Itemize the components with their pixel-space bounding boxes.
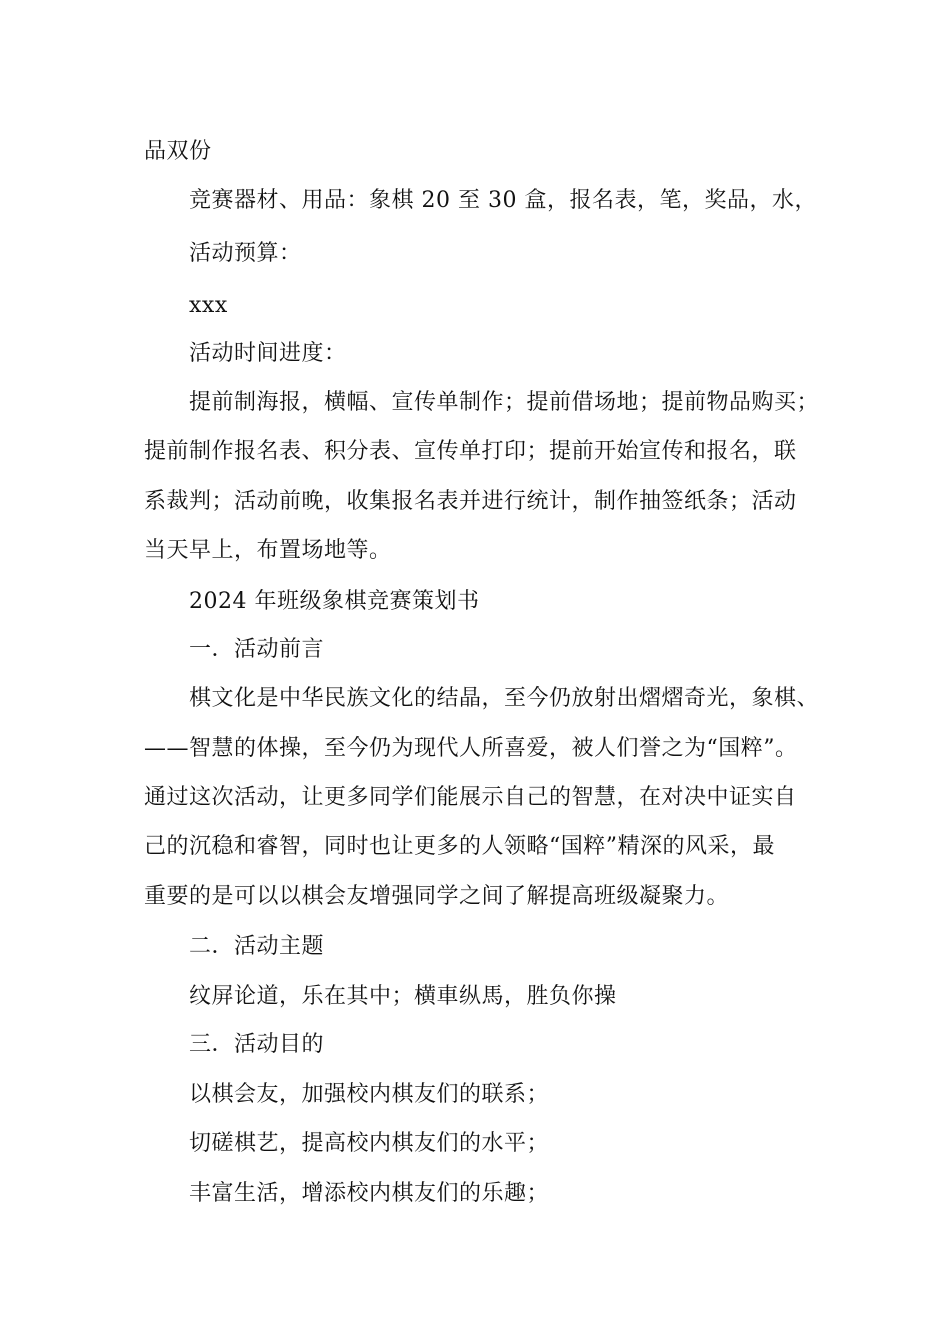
text-line: 当天早上，布置场地等。 (144, 538, 392, 563)
section-heading: 三．活动目的 (189, 1032, 325, 1057)
list-item: 丰富生活，增添校内棋友们的乐趣； (189, 1181, 550, 1206)
text-line: 通过这次活动，让更多同学们能展示自己的智慧，在对决中证实自 (144, 785, 797, 810)
text-line: 活动预算： (189, 241, 302, 266)
text-line: 重要的是可以以棋会友增强同学之间了解提高班级凝聚力。 (144, 884, 730, 909)
text-line: ——智慧的体操，至今仍为现代人所喜爱，被人们誉之为“国粹”。 (144, 736, 798, 761)
list-item: 以棋会友，加强校内棋友们的联系； (189, 1082, 550, 1107)
section-heading: 二．活动主题 (189, 934, 325, 959)
text-line: 提前制海报，横幅、宣传单制作；提前借场地；提前物品购买； (189, 390, 820, 415)
text-line: 己的沉稳和睿智，同时也让更多的人领略“国粹”精深的风采，最 (144, 834, 775, 859)
text-line: 竞赛器材、用品：象棋 20 至 30 盒，报名表，笔，奖品，水， (189, 188, 817, 213)
text-line: 棋文化是中华民族文化的结晶，至今仍放射出熠熠奇光，象棋、 (189, 686, 820, 711)
text-line: 品双份 (144, 139, 212, 164)
list-item: 切磋棋艺，提高校内棋友们的水平； (189, 1131, 550, 1156)
text-line: 活动时间进度： (189, 341, 347, 366)
text-line: xxx (189, 293, 228, 318)
text-line: 纹屏论道，乐在其中；横車纵馬，胜负你操 (189, 984, 617, 1009)
section-heading: 一．活动前言 (189, 637, 325, 662)
section-title: 2024 年班级象棋竞赛策划书 (189, 589, 480, 614)
text-line: 系裁判；活动前晚，收集报名表并进行统计，制作抽签纸条；活动 (144, 489, 797, 514)
text-line: 提前制作报名表、积分表、宣传单打印；提前开始宣传和报名，联 (144, 439, 797, 464)
